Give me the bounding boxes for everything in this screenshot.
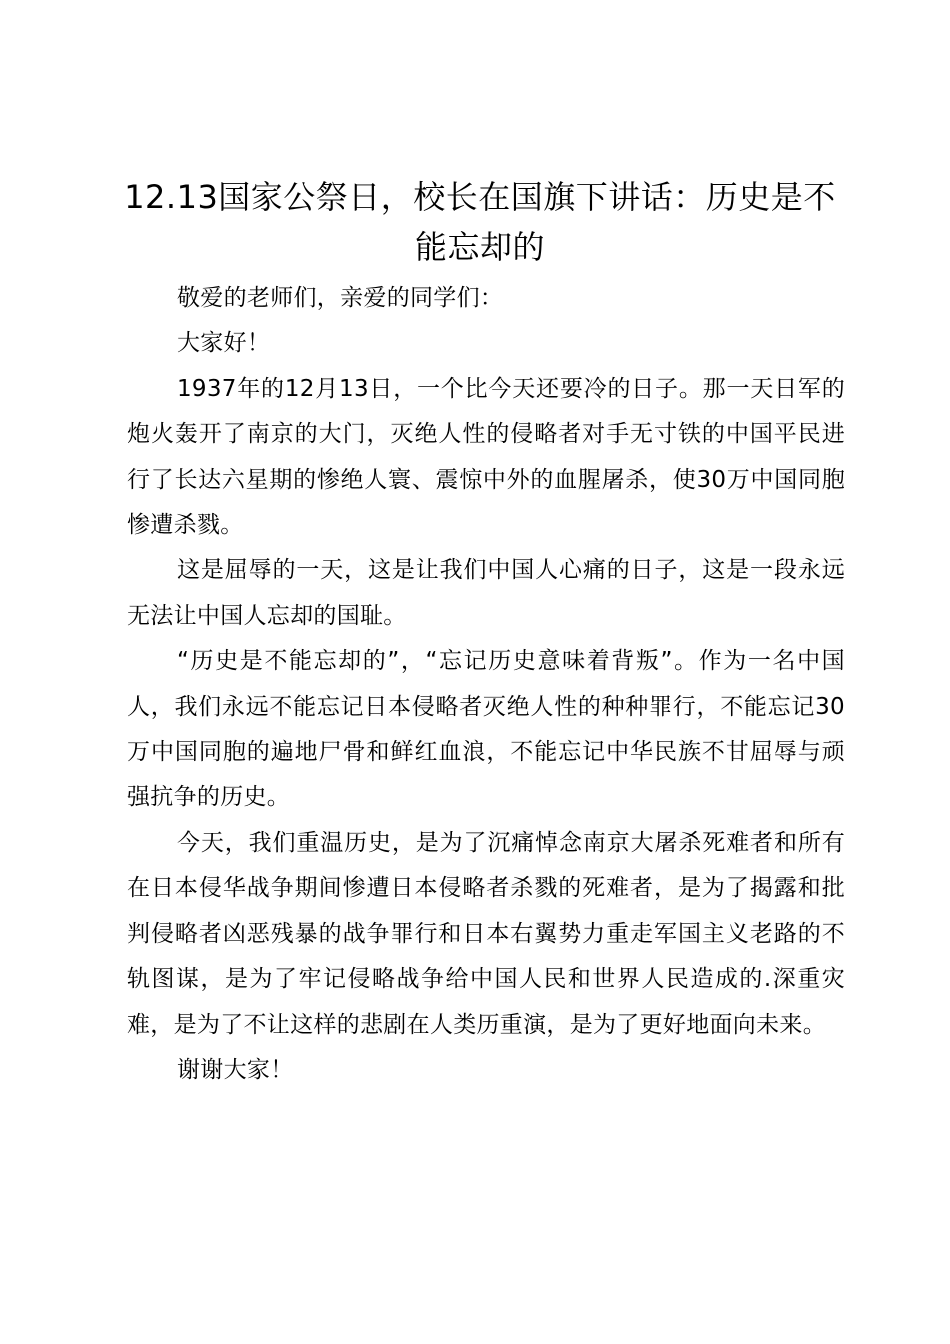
paragraph-history: 1937年的12月13日，一个比今天还要冷的日子。那一天日军的炮火轰开了南京的大门，灭绝人性的侵略者对手无寸铁的中国平民进行了长达六星期的惨绝人寰、震惊中外的血腥屠杀，使30万中国同胞惨遭杀戮。 bbox=[127, 375, 845, 539]
paragraph-humiliation: 这是屈辱的一天，这是让我们中国人心痛的日子，这是一段永远无法让中国人忘却的国耻。 bbox=[127, 557, 845, 629]
paragraph-greeting: 大家好！ bbox=[177, 330, 271, 357]
paragraph-never-forget: “历史是不能忘却的”，“忘记历史意味着背叛”。作为一名中国人，我们永远不能忘记日本侵略者灭绝人性的种种罪行，不能忘记30万中国同胞的遍地尸骨和鲜红血浪，不能忘记中华民族不甘屈辱与顽强抗争的历史。 bbox=[127, 648, 845, 811]
paragraph-purpose: 今天，我们重温历史，是为了沉痛悼念南京大屠杀死难者和所有在日本侵华战争期间惨遭日本侵略者杀戮的死难者，是为了揭露和批判侵略者凶恶残暴的战争罪行和日本右翼势力重走军国主义老路的不轨图谋，是为了牢记侵略战争给中国人民和世界人民造成的.深重灾难，是为了不让这样的悲剧在人类历重演，是为了更好地面向未来。 bbox=[127, 829, 845, 1038]
paragraph-closing: 谢谢大家！ bbox=[177, 1056, 294, 1083]
document-body bbox=[127, 276, 845, 1093]
paragraph-salutation: 敬爱的老师们，亲爱的同学们： bbox=[177, 285, 504, 311]
document-title: 12.13国家公祭日，校长在国旗下讲话：历史是不能忘却的 bbox=[124, 178, 836, 266]
